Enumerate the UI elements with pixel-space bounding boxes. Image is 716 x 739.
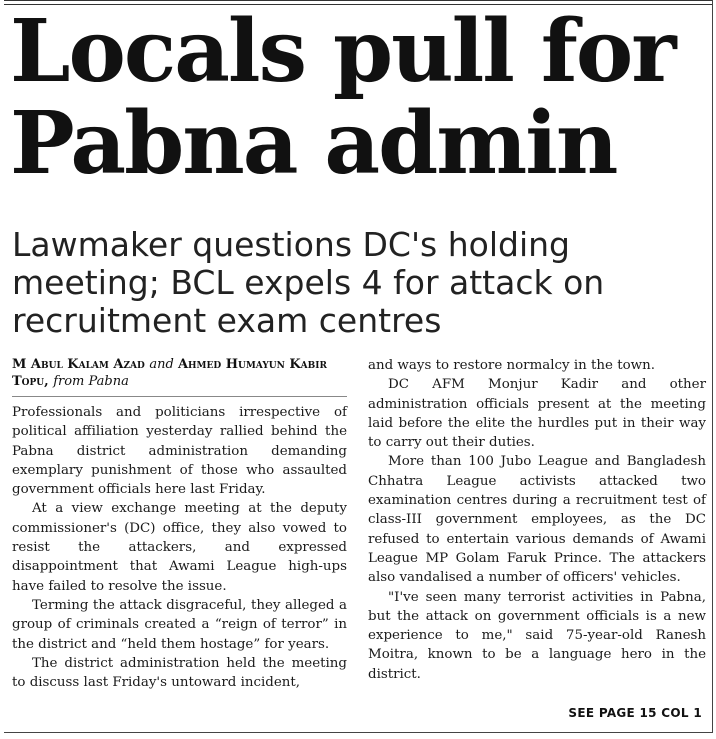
bottom-rule [4,732,712,733]
subheadline-line-1: Lawmaker questions DC's holding [12,225,570,264]
byline-author-1: M Abul Kalam Azad [12,357,145,372]
paragraph: The district administration held the meeting to discuss last Friday's untoward incident, [12,655,347,691]
headline-line-1: Locals pull for [10,1,675,102]
paragraph: Terming the attack disgraceful, they alleged a group of criminals created a “reign of terror” in the district and “held them hostage” for years. [12,597,347,652]
right-rule [712,0,713,733]
paragraph: At a view exchange meeting at the deputy commissioner's (DC) office, they also vowed to resist the attackers, and expressed disappointment that Awami League high-ups have failed to resolve the issue. [12,501,347,594]
article-column-left [12,356,347,692]
byline-location: from Pabna [53,374,129,389]
byline-and: and [149,357,178,372]
paragraph: DC AFM Monjur Kadir and other administration officials present at the meeting laid before the elite the hurdles put in their way to carry out their duties. [368,377,706,451]
paragraph: Professionals and politicians irrespective of political affiliation yesterday rallied behind the Pabna district administration demanding exemplary punishment of those who assaulted government officials here last Friday. [12,405,347,498]
paragraph: "I've seen many terrorist activities in Pabna, but the attack on government officials is a new experience to me," said 75-year-old Ranesh Moitra, known to be a language hero in the district. [368,589,706,682]
continuation-jump-line: SEE PAGE 15 COL 1 [568,706,702,720]
paragraph: More than 100 Jubo League and Bangladesh Chhatra League activists attacked two examination centres during a recruitment test of class-III government employees, as the DC refused to entertain various demands of Awami League MP Golam Faruk Prince. The attackers also vandalised a number of officers' vehicles. [368,454,706,586]
subheadline-line-3: recruitment exam centres [12,301,442,340]
subheadline-line-2: meeting; BCL expels 4 for attack on [12,263,605,302]
article-column-right [368,356,706,684]
paragraph-continued: and ways to restore normalcy in the town. [368,358,656,373]
subheadline [12,226,712,340]
headline-line-2: Pabna admin [10,93,617,194]
byline-author-2: Ahmed Humayun Kabir Topu, [12,357,327,389]
headline [10,1,710,194]
byline [12,356,347,397]
